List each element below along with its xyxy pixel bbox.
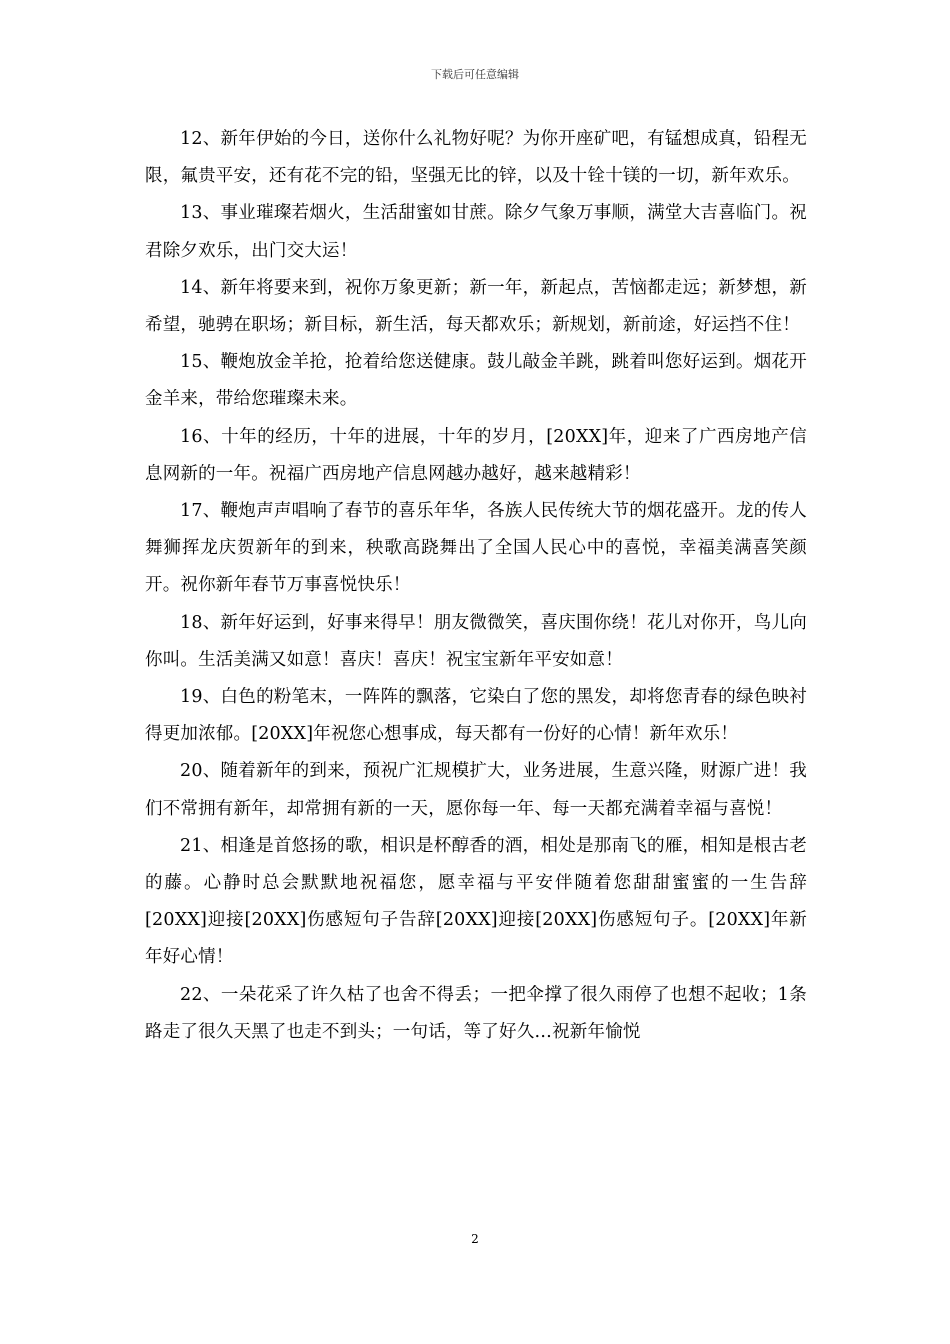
paragraph-14: 14、新年将要来到，祝你万象更新；新一年，新起点，苦恼都走远；新梦想，新希望，驰骋在职场；新目标，新生活，每天都欢乐；新规划，新前途，好运挡不住！ bbox=[145, 277, 807, 336]
paragraph-12: 12、新年伊始的今日，送你什么礼物好呢？为你开座矿吧，有锰想成真，铅程无限，氟贵平安，还有花不完的铅，坚强无比的锌，以及十铨十镁的一切，新年欢乐。 bbox=[145, 129, 807, 187]
paragraph-20: 20、随着新年的到来，预祝广汇规模扩大，业务进展，生意兴隆，财源广进！我们不常拥有新年，却常拥有新的一天，愿你每一年、每一天都充满着幸福与喜悦！ bbox=[145, 761, 807, 819]
paragraph-13: 13、事业璀璨若烟火，生活甜蜜如甘蔗。除夕气象万事顺，满堂大吉喜临门。祝君除夕欢乐，出门交大运！ bbox=[145, 203, 807, 261]
page-header: 下载后可任意编辑 bbox=[431, 68, 519, 81]
paragraph-16: 16、十年的经历，十年的进展，十年的岁月，[20XX]年，迎来了广西房地产信息网新的一年。祝福广西房地产信息网越办越好，越来越精彩！ bbox=[145, 426, 807, 484]
page-number: 2 bbox=[471, 1232, 479, 1246]
paragraph-18: 18、新年好运到，好事来得早！朋友微微笑，喜庆围你绕！花儿对你开，鸟儿向你叫。生活美满又如意！喜庆！喜庆！祝宝宝新年平安如意！ bbox=[145, 612, 807, 670]
paragraph-19: 19、白色的粉笔末，一阵阵的飘落，它染白了您的黑发，却将您青春的绿色映衬得更加浓郁。[20XX]年祝您心想事成，每天都有一份好的心情！新年欢乐！ bbox=[145, 687, 807, 745]
paragraph-17: 17、鞭炮声声唱响了春节的喜乐年华，各族人民传统大节的烟花盛开。龙的传人舞狮挥龙庆贺新年的到来，秧歌高跷舞出了全国人民心中的喜悦，幸福美满喜笑颜开。祝你新年春节万事喜悦快乐！ bbox=[145, 501, 807, 596]
paragraph-15: 15、鞭炮放金羊抢，抢着给您送健康。鼓儿敲金羊跳，跳着叫您好运到。烟花开金羊来，带给您璀璨未来。 bbox=[145, 352, 807, 410]
paragraph-21: 21、相逢是首悠扬的歌，相识是杯醇香的酒，相处是那南飞的雁，相知是根古老的藤。心静时总会默默地祝福您，愿幸福与平安伴随着您甜甜蜜蜜的一生告辞[20XX]迎接[20XX]伤感短句子告辞[20XX]迎接[20XX]伤感短句子。[20XX]年新年好心情！ bbox=[145, 835, 807, 968]
paragraph-22: 22、一朵花采了许久枯了也舍不得丢；一把伞撑了很久雨停了也想不起收；1条路走了很久天黑了也走不到头；一句话，等了好久…祝新年愉悦 bbox=[145, 984, 807, 1042]
document-body bbox=[145, 121, 807, 1051]
